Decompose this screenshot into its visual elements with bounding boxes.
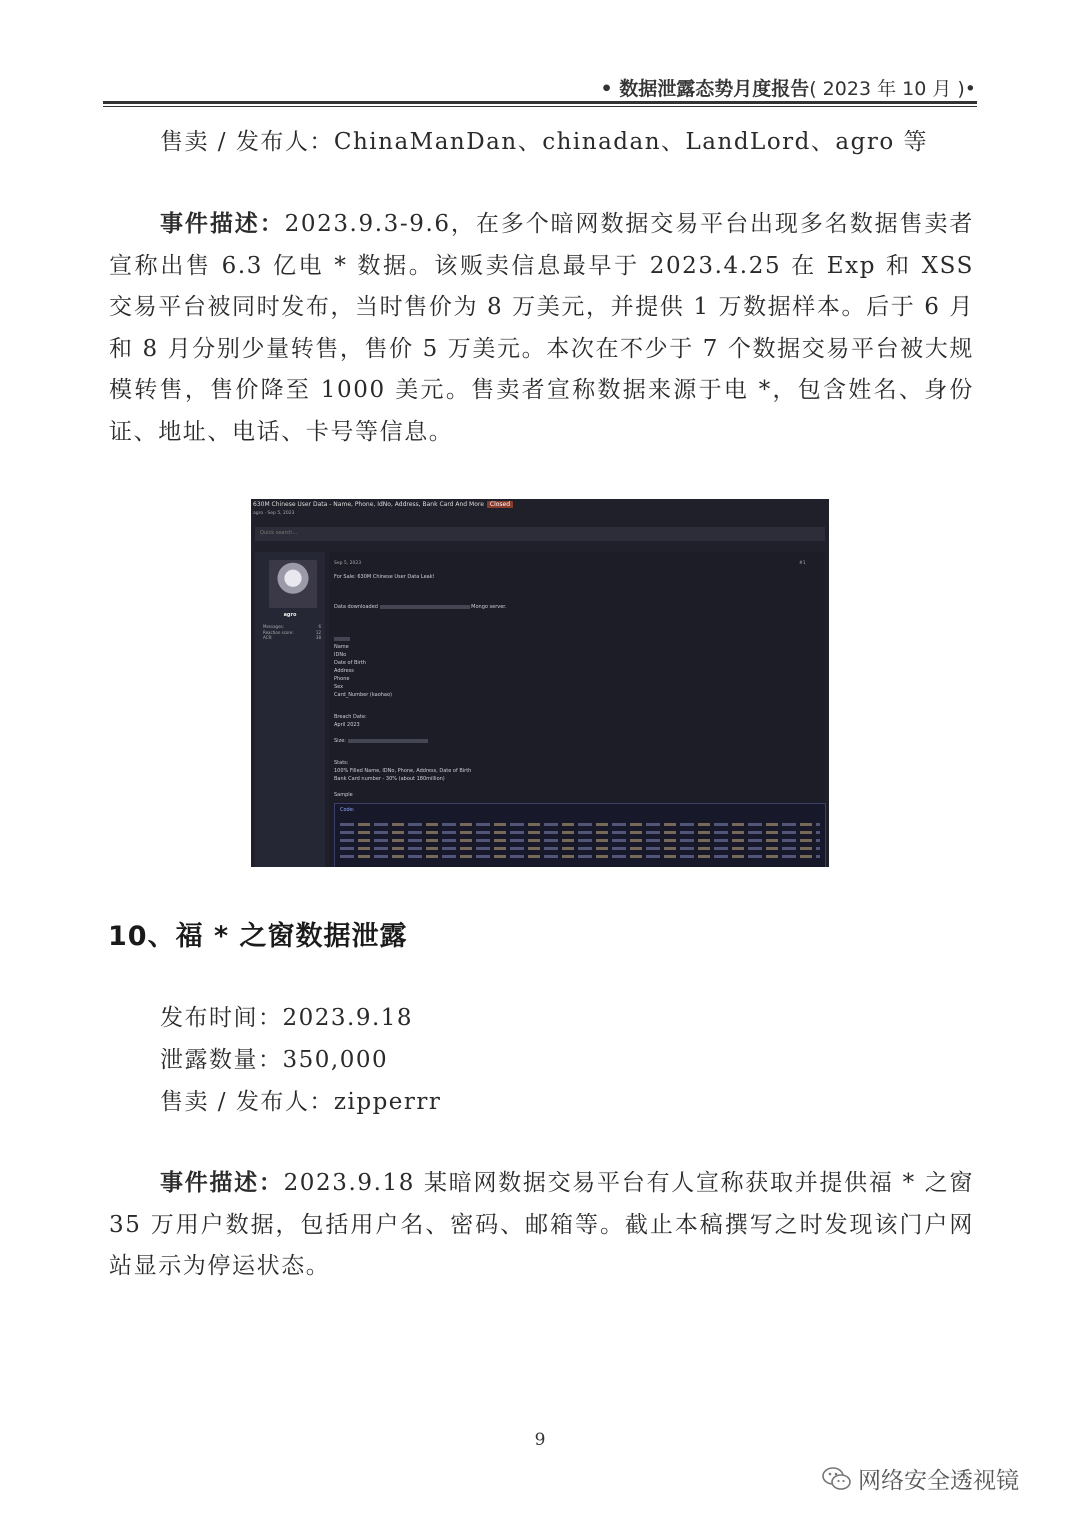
wechat-icon	[822, 1466, 852, 1492]
forum-screenshot	[251, 499, 829, 867]
stat-messages: Messages: 6	[263, 624, 321, 629]
header-rule-thin	[103, 106, 977, 107]
publish-time-line: 发布时间：2023.9.18	[160, 1005, 414, 1031]
page-number: 9	[534, 1430, 546, 1450]
event-description-text-2: 2023.9.18 某暗网数据交易平台有人宣称获取并提供福 * 之窗 35 万用户数据，包括用户名、密码、邮箱等。截止本稿撰写之时发现该门户网站显示为停运状态。	[109, 1170, 975, 1279]
field-phone: Phone	[334, 676, 350, 682]
code-line	[340, 823, 820, 826]
report-header-date: ( 2023 年 10 月 )•	[809, 78, 976, 100]
code-line	[340, 855, 820, 858]
thread-title-text: 630M Chinese User Data - Name, Phone, IdNo, Address, Bank Card And More	[253, 501, 484, 508]
event-description	[109, 204, 974, 453]
sample-label: Sample	[334, 792, 353, 798]
code-line	[340, 847, 820, 850]
report-header-main: • 数据泄露态势月度报告	[600, 78, 810, 100]
stats-line-2: Bank Card number - 30% (about 180million)	[334, 776, 445, 782]
breach-date-label: Breach Date:	[334, 714, 367, 720]
for-sale-line: For Sale: 630M Chinese User Data Leak!	[334, 574, 435, 580]
seller-line-2: 售卖 / 发布人：zipperrr	[160, 1089, 442, 1115]
avatar[interactable]	[269, 560, 317, 608]
seller-line: 售卖 / 发布人：ChinaManDan、chinadan、LandLord、agro 等	[160, 129, 928, 155]
thread-meta: agro · Sep 5, 2023	[253, 511, 295, 516]
post-number[interactable]: #1	[799, 561, 806, 566]
closed-badge: Closed	[487, 501, 513, 508]
field-address: Address	[334, 668, 354, 674]
stats-line-1: 100% Filled Name, IDNo, Phone, Address, Date of Birth	[334, 768, 472, 774]
event-description-label-2: 事件描述：	[160, 1170, 284, 1196]
user-stats	[263, 624, 321, 641]
field-card-number: Card_Number (kaohao)	[334, 692, 392, 698]
breach-date-value: April 2023	[334, 722, 360, 728]
code-line	[340, 831, 820, 834]
field-name: Name	[334, 644, 349, 650]
wechat-watermark	[822, 1462, 1019, 1495]
field-sex: Sex	[334, 684, 344, 690]
event-description-label: 事件描述：	[160, 211, 285, 237]
report-header-title	[600, 74, 976, 101]
downloaded-line: Data downloaded Mongo server.	[334, 604, 507, 610]
field-dob: Date of Birth	[334, 660, 366, 666]
code-label: Code:	[340, 807, 355, 813]
thread-title	[253, 501, 513, 508]
post-body	[329, 552, 825, 867]
quick-search-bar[interactable]	[255, 527, 825, 541]
leak-count-line: 泄露数量：350,000	[160, 1047, 389, 1073]
size-line: Size:	[334, 738, 428, 744]
section-heading: 10、福 * 之窗数据泄露	[108, 921, 408, 952]
stats-label: Stats:	[334, 760, 349, 766]
username[interactable]: agro	[283, 612, 297, 618]
code-block[interactable]	[334, 803, 826, 867]
stat-reaction-score: Reaction score: 12	[263, 629, 321, 635]
stat-acr: ACR: 38	[263, 635, 321, 640]
user-sidebar	[255, 552, 325, 867]
event-description-text: 2023.9.3-9.6，在多个暗网数据交易平台出现多名数据售卖者宣称出售 6.3 亿电 * 数据。该贩卖信息最早于 2023.4.25 在 Exp 和 XSS 交易平台被同时发布，当时售价为 8 万美元，并提供 1 万数据样本。后于 6 月和 8 月分别少量转售，售价 5 万美元。本次在不少于 7 个数据交易平台被大规模转售，售价降至 1000 美元。售卖者宣称数据来源于电 *，包含姓名、身份证、地址、电话、卡号等信息。	[109, 211, 974, 445]
code-line	[340, 839, 820, 842]
post-date: Sep 5, 2023	[334, 561, 362, 566]
fields-redacted	[334, 636, 350, 642]
field-idno: IDNo	[334, 652, 347, 658]
header-rule-thick	[103, 101, 977, 104]
event-description-2	[109, 1163, 974, 1288]
quick-search-placeholder: Quick search...	[260, 530, 298, 536]
watermark-text: 网络安全透视镜	[858, 1468, 1019, 1494]
